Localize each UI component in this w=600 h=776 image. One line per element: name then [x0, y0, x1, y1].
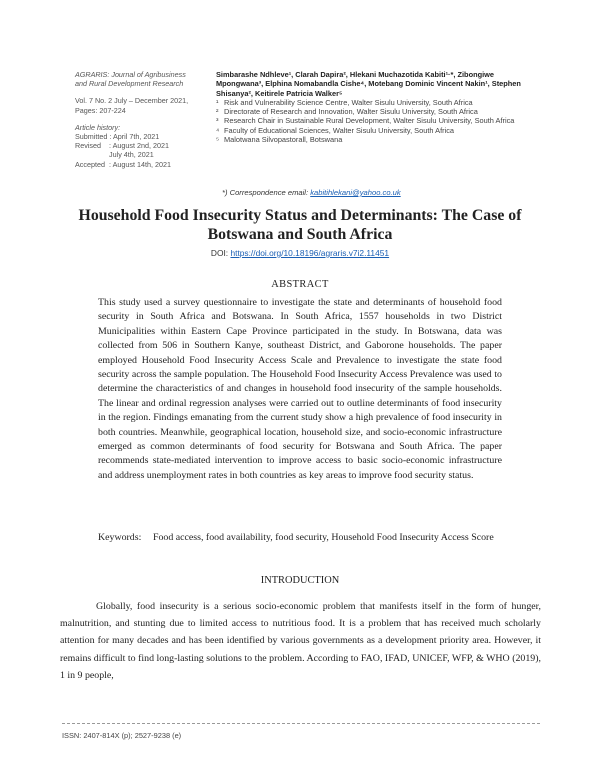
accepted-label: Accepted	[75, 159, 105, 169]
keywords	[98, 531, 502, 545]
journal-name-line2: and Rural Development Research	[75, 79, 184, 89]
article-history-title: Article history:	[75, 122, 121, 132]
introduction-text: Globally, food insecurity is a serious socio-economic problem that manifests itself in the form of hunger, malnutrition, and stunting due to limited access to nutritious food. It is a problem that has received much scholarly attention for many decades and has been identified by various governments as a development priority area. However, it remains difficult to find long-lasting solutions to the problem. According to FAO, IFAD, UNICEF, WFP, & WHO (2019), 1 in 9 people,	[60, 601, 541, 681]
volume-info: Vol. 7 No. 2 July – December 2021,	[75, 96, 189, 106]
affiliation-text: Malotwana Silvopastorall, Botswana	[224, 135, 343, 145]
issn-footer: ISSN: 2407-814X (p); 2527-9238 (e)	[62, 731, 182, 740]
revised-date-2: July 4th, 2021	[109, 150, 154, 160]
doi-line	[0, 248, 600, 258]
affiliation-item	[216, 126, 536, 135]
affiliation-item	[216, 107, 536, 116]
journal-name-line1: AGRARIS: Journal of Agribusiness	[75, 70, 186, 79]
authors-block	[216, 70, 536, 144]
doi-link[interactable]: https://doi.org/10.18196/agraris.v7i2.11451	[230, 248, 390, 258]
affiliation-item	[216, 116, 536, 125]
affiliation-number: ⁴	[216, 125, 220, 135]
abstract-heading: ABSTRACT	[271, 279, 329, 290]
introduction-heading: INTRODUCTION	[260, 575, 340, 586]
affiliation-text: Faculty of Educational Sciences, Walter Sisulu University, South Africa	[224, 125, 455, 135]
pages-info: Pages: 207-224	[75, 105, 126, 115]
affiliation-item	[216, 98, 536, 107]
affiliation-text: Risk and Vulnerability Science Centre, Walter Sisulu University, South Africa	[224, 97, 473, 107]
abstract-text: This study used a survey questionnaire to investigate the state and determinants of household food security in South Africa and Botswana. In South Africa, 1557 households in two District Municipalities within Eastern Cape Province participated in the study. In Botswana, data was collected from 506 in Southern Kanye, southeast District, and Gaborone households. The paper employed Household Food Insecurity Access Scale and Prevalence to investigate the state food security across the sample population. The Household Food Insecurity Access Prevalence was used to determine the characteristics of and changes in household food insecurity of the sample households. The linear and ordinal regression analyses were carried out to outline determinants of food insecurity in the region. Findings emanating from the current study show a high prevalence of food insecurity in both countries. Meanwhile, geographical location, household size, and socio-economic infrastructure emerged as common determinants of food security for Botswana and South Africa. The paper recommends state-mediated intervention to improve access to basic socio-economic infrastructure and address unemployment rates in both countries as key areas to improve food security status.	[98, 297, 502, 481]
journal-meta	[75, 70, 203, 169]
doi-label: DOI:	[210, 248, 229, 258]
affiliation-number: ²	[216, 107, 219, 117]
keywords-label: Keywords:	[98, 532, 142, 543]
revised-date-1: : August 2nd, 2021	[109, 141, 169, 151]
affiliation-text: Directorate of Research and Innovation, Walter Sisulu University, South Africa	[224, 107, 478, 117]
author-names: Simbarashe Ndhleve¹, Clarah Dapira², Hlekani Muchazotida Kabiti¹·*, Zibongiwe Mpongwana³, Elphina Nomabandla Cishe⁴, Motebang Dominic Vincent Nakin¹, Stephen Shisanya², Keitirele Patricia Walker⁵	[216, 70, 521, 98]
affiliation-number: ¹	[216, 97, 219, 107]
affiliation-number: ⁵	[216, 135, 220, 145]
paper-title: Household Food Insecurity Status and Determinants: The Case of Botswana and South Africa	[78, 207, 522, 243]
footer-divider	[62, 723, 540, 724]
keywords-text: Food access, food availability, food security, Household Food Insecurity Access Score	[153, 532, 494, 543]
revised-label: Revised	[75, 141, 101, 151]
accepted-date: : August 14th, 2021	[109, 159, 171, 169]
correspondence-label: *) Correspondence email:	[222, 188, 309, 197]
affiliation-number: ³	[216, 116, 219, 126]
correspondence-email-link[interactable]: kabitihlekani@yahoo.co.uk	[310, 188, 401, 197]
submitted-date: Submitted : April 7th, 2021	[75, 132, 160, 142]
affiliation-text: Research Chair in Sustainable Rural Development, Walter Sisulu University, South Africa	[224, 116, 515, 126]
affiliation-item	[216, 135, 536, 144]
correspondence	[222, 188, 401, 197]
